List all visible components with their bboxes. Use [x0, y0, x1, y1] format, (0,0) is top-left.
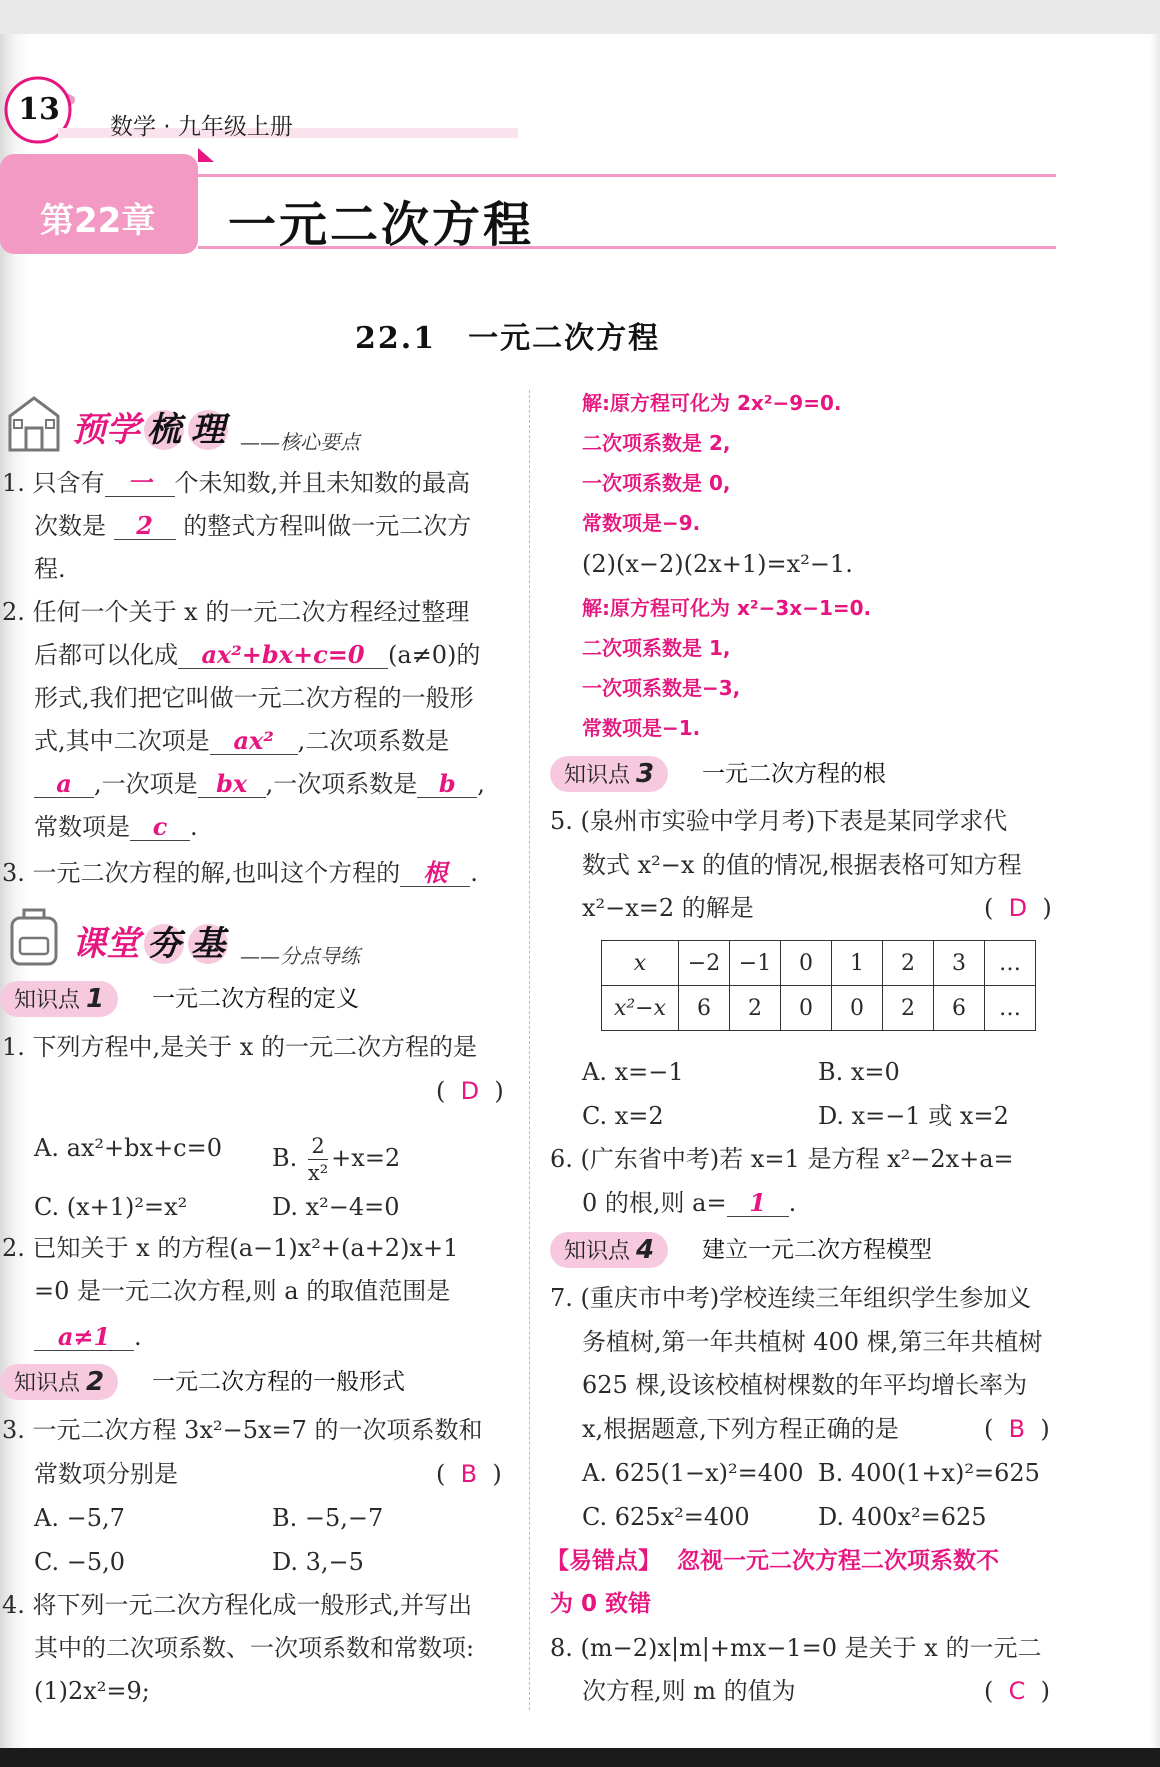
- blank-answer: a≠1: [34, 1324, 134, 1351]
- knowledge-point-2-tag: 知识点 2: [0, 1364, 118, 1400]
- column-divider: [529, 390, 530, 1710]
- question-6-line2: 0 的根,则 a= 1 .: [582, 1188, 797, 1217]
- question-3-option-a: A. −5,7: [34, 1504, 125, 1532]
- question-4-solution1-line3: 一次项系数是 0,: [582, 471, 731, 495]
- prestudy-subtitle: ——核心要点: [240, 430, 360, 454]
- table-cell: x²−x: [602, 986, 679, 1031]
- question-1-option-c: C. (x+1)²=x²: [34, 1193, 188, 1221]
- classroom-subtitle: ——分点导练: [240, 944, 360, 968]
- core-point-1-line2: 次数是 2 的整式方程叫做一元二次方: [34, 511, 472, 540]
- blank-answer: ax²: [210, 728, 298, 755]
- knowledge-point-4-tag: 知识点 4: [550, 1232, 668, 1268]
- question-4-part2: (2)(x−2)(2x+1)=x²−1.: [582, 550, 853, 578]
- value-table-row-x: [602, 941, 1036, 986]
- chapter-tag: 第22章: [40, 201, 156, 241]
- table-cell: 6: [934, 986, 985, 1031]
- table-cell: −1: [730, 941, 781, 986]
- table-cell: 0: [781, 986, 832, 1031]
- question-3-option-d: D. 3,−5: [272, 1548, 364, 1576]
- question-7-option-c: C. 625x²=400: [582, 1503, 750, 1531]
- core-point-2-line6: 常数项是 c .: [34, 812, 198, 841]
- table-cell: 2: [883, 941, 934, 986]
- school-icon: [2, 390, 66, 454]
- value-table: [601, 940, 1036, 1031]
- table-cell: 0: [832, 986, 883, 1031]
- question-3-answer: ( B ): [436, 1460, 502, 1488]
- blank-answer: bx: [198, 771, 266, 798]
- bottom-bar: [0, 1748, 1160, 1767]
- table-cell: 2: [730, 986, 781, 1031]
- blank-answer: 根: [400, 860, 470, 887]
- question-5-option-b: B. x=0: [818, 1058, 900, 1086]
- question-1-answer: ( D ): [436, 1077, 504, 1105]
- blank-answer: 2: [114, 513, 176, 540]
- prestudy-char-4: 理: [188, 410, 228, 450]
- question-7-option-a: A. 625(1−x)²=400: [582, 1459, 804, 1487]
- prestudy-title: [72, 402, 228, 451]
- question-4-solution2-line2: 二次项系数是 1,: [582, 636, 731, 660]
- question-5-option-c: C. x=2: [582, 1102, 664, 1130]
- question-7-option-b: B. 400(1+x)²=625: [818, 1459, 1040, 1487]
- core-point-1-line1: 1. 只含有 一 个未知数,并且未知数的最高: [2, 468, 471, 497]
- question-7-line2: 务植树,第一年共植树 400 棵,第三年共植树: [582, 1328, 1043, 1356]
- question-4-part1: (1)2x²=9;: [34, 1677, 150, 1705]
- question-2-line2: =0 是一元二次方程,则 a 的取值范围是: [34, 1277, 451, 1305]
- question-1-option-a: A. ax²+bx+c=0: [34, 1134, 222, 1162]
- question-1-option-d: D. x²−4=0: [272, 1193, 400, 1221]
- question-5-line3: x²−x=2 的解是: [582, 894, 754, 922]
- question-4-solution2-line1: 解:原方程可化为 x²−3x−1=0.: [582, 596, 872, 620]
- classroom-char-1: 课: [72, 924, 106, 964]
- question-5-line1: 5. (泉州市实验中学月考)下表是某同学求代: [550, 807, 1008, 835]
- blank-answer: c: [130, 814, 190, 841]
- table-cell: 2: [883, 986, 934, 1031]
- knowledge-point-3-tag: 知识点 3: [550, 756, 668, 792]
- knowledge-point-1-title: 一元二次方程的定义: [152, 986, 359, 1012]
- core-point-2-line5: a ,一次项是 bx ,一次项系数是 b ,: [34, 769, 485, 799]
- core-point-2-line2: 后都可以化成 ax²+bx+c=0 (a≠0)的: [34, 640, 481, 669]
- question-5-option-d: D. x=−1 或 x=2: [818, 1102, 1009, 1130]
- core-point-3: 3. 一元二次方程的解,也叫这个方程的 根 .: [2, 858, 478, 887]
- core-point-2-line3: 形式,我们把它叫做一元二次方程的一般形: [34, 684, 474, 712]
- page: [0, 34, 1160, 1748]
- question-2-line1: 2. 已知关于 x 的方程(a−1)x²+(a+2)x+1: [2, 1234, 459, 1262]
- blank-answer: b: [417, 771, 477, 798]
- classroom-char-3: 夯: [144, 924, 184, 964]
- question-1-stem: 1. 下列方程中,是关于 x 的一元二次方程的是: [2, 1033, 477, 1061]
- prestudy-char-2: 学: [106, 410, 140, 450]
- question-8-answer: ( C ): [984, 1677, 1051, 1705]
- backpack-icon: [2, 902, 66, 966]
- knowledge-point-3-title: 一元二次方程的根: [702, 761, 886, 787]
- question-8-line2: 次方程,则 m 的值为: [582, 1677, 796, 1705]
- table-cell: −2: [679, 941, 730, 986]
- question-3-line2: 常数项分别是: [34, 1460, 178, 1488]
- question-7-option-d: D. 400x²=625: [818, 1503, 987, 1531]
- table-cell: …: [985, 986, 1036, 1031]
- question-3-option-b: B. −5,−7: [272, 1504, 384, 1532]
- chapter-title: 一元二次方程: [228, 197, 535, 253]
- core-point-1-line3: 程.: [34, 555, 66, 583]
- blank-answer: ax²+bx+c=0: [178, 642, 388, 669]
- error-point-line1: 【易错点】 忽视一元二次方程二次项系数不: [546, 1548, 1000, 1574]
- error-point-line2: 为 0 致错: [550, 1591, 652, 1617]
- prestudy-char-3: 梳: [144, 410, 184, 450]
- table-cell: 6: [679, 986, 730, 1031]
- classroom-char-2: 堂: [106, 924, 140, 964]
- core-point-2-line1: 2. 任何一个关于 x 的一元二次方程经过整理: [2, 598, 470, 626]
- blank-answer: a: [34, 771, 94, 798]
- classroom-char-4: 基: [188, 924, 228, 964]
- knowledge-point-2-title: 一元二次方程的一般形式: [152, 1369, 405, 1395]
- table-cell: …: [985, 941, 1036, 986]
- question-7-line4: x,根据题意,下列方程正确的是: [582, 1415, 899, 1443]
- question-4-line1: 4. 将下列一元二次方程化成一般形式,并写出: [2, 1591, 473, 1619]
- question-7-answer: ( B ): [984, 1415, 1050, 1443]
- question-4-line2: 其中的二次项系数、一次项系数和常数项:: [34, 1634, 475, 1662]
- blank-answer: 1: [727, 1190, 789, 1217]
- top-bar: [0, 0, 1160, 34]
- blank-answer: 一: [105, 470, 175, 497]
- question-7-line1: 7. (重庆市中考)学校连续三年组织学生参加义: [550, 1284, 1032, 1312]
- question-7-line3: 625 棵,设该校植树棵数的年平均增长率为: [582, 1371, 1028, 1399]
- question-8-line1: 8. (m−2)x|m|+mx−1=0 是关于 x 的一元二: [550, 1634, 1042, 1662]
- question-4-solution1-line2: 二次项系数是 2,: [582, 431, 731, 455]
- knowledge-point-1-tag: 知识点 1: [0, 981, 118, 1017]
- value-table-row-expr: [602, 986, 1036, 1031]
- question-4-solution1-line4: 常数项是−9.: [582, 511, 701, 535]
- header-decoration: [0, 44, 1160, 274]
- question-5-answer: ( D ): [984, 894, 1052, 922]
- page-number: 13: [18, 92, 60, 127]
- core-point-2-line4: 式,其中二次项是 ax² ,二次项系数是: [34, 726, 450, 755]
- question-3-line1: 3. 一元二次方程 3x²−5x=7 的一次项系数和: [2, 1416, 483, 1444]
- question-6-line1: 6. (广东省中考)若 x=1 是方程 x²−2x+a=: [550, 1145, 1014, 1173]
- question-4-solution2-line4: 常数项是−1.: [582, 716, 701, 740]
- classroom-title: [72, 916, 228, 965]
- book-title: 数学 · 九年级上册: [110, 114, 293, 140]
- table-cell: x: [602, 941, 679, 986]
- question-3-option-c: C. −5,0: [34, 1548, 126, 1576]
- prestudy-char-1: 预: [72, 410, 106, 450]
- question-1-option-b: B. $\frac{2}{\text{x²}}$ +x=2: [272, 1134, 401, 1185]
- question-2-line3: a≠1 .: [34, 1322, 142, 1352]
- section-title: 22.1 一元二次方程: [355, 321, 661, 356]
- knowledge-point-4-title: 建立一元二次方程模型: [702, 1237, 932, 1263]
- question-4-solution1-line1: 解:原方程可化为 2x²−9=0.: [582, 391, 842, 415]
- question-5-option-a: A. x=−1: [582, 1058, 684, 1086]
- table-cell: 1: [832, 941, 883, 986]
- table-cell: 0: [781, 941, 832, 986]
- question-4-solution2-line3: 一次项系数是−3,: [582, 676, 741, 700]
- question-5-line2: 数式 x²−x 的值的情况,根据表格可知方程: [582, 851, 1022, 879]
- table-cell: 3: [934, 941, 985, 986]
